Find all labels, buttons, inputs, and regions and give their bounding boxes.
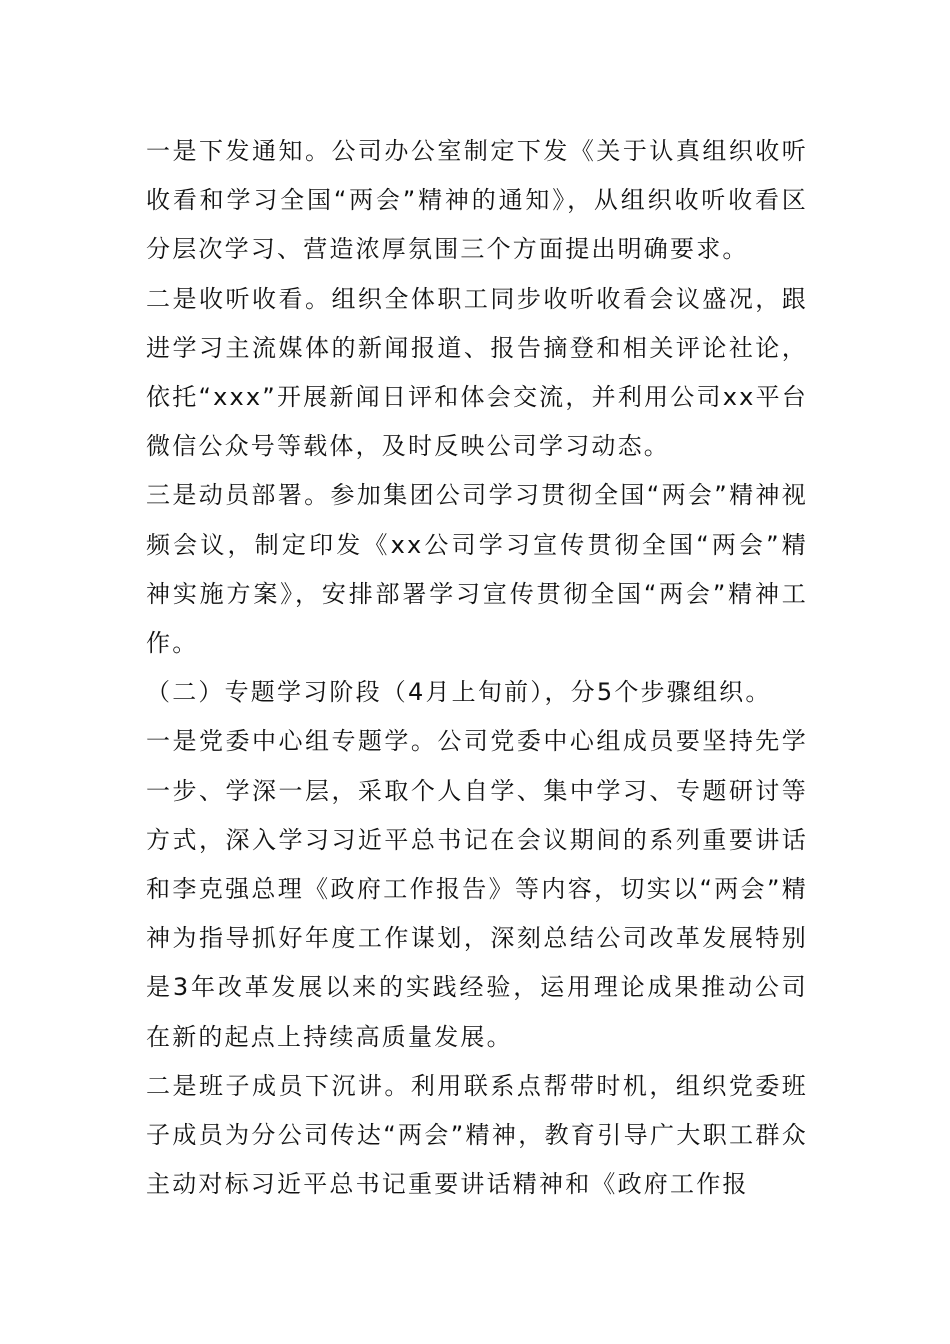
paragraph-party-committee-study: 一是党委中心组专题学。公司党委中心组成员要坚持先学一步、学深一层，采取个人自学、集中学习、专题研讨等方式，深入学习习近平总书记在会议期间的系列重要讲话和李克强总理《政府工作报告》等内容，切实以“两会”精神为指导抓好年度工作谋划，深刻总结公司改革发展特别是3年改革发展以来的实践经验，运用理论成果推动公司在新的起点上持续高质量发展。 — [146, 727, 808, 1051]
paragraph-notice: 一是下发通知。公司办公室制定下发《关于认真组织收听收看和学习全国“两会”精神的通知》，从组织收听收看区分层次学习、营造浓厚氛围三个方面提出明确要求。 — [146, 137, 808, 264]
section-heading-special-study: （二）专题学习阶段（4月上旬前），分5个步骤组织。 — [146, 678, 772, 707]
document-body — [146, 127, 808, 1209]
paragraph-mobilize-deploy: 三是动员部署。参加集团公司学习贯彻全国“两会”精神视频会议，制定印发《xx公司学习宣传贯彻全国“两会”精神实施方案》，安排部署学习宣传贯彻全国“两会”精神工作。 — [146, 481, 808, 658]
paragraph-team-members-lecture: 二是班子成员下沉讲。利用联系点帮带时机，组织党委班子成员为分公司传达“两会”精神，教育引导广大职工群众主动对标习近平总书记重要讲话精神和《政府工作报 — [146, 1071, 808, 1199]
paragraph-listen-watch: 二是收听收看。组织全体职工同步收听收看会议盛况，跟进学习主流媒体的新闻报道、报告摘登和相关评论社论，依托“xxx”开展新闻日评和体会交流，并利用公司xx平台微信公众号等载体，及时反映公司学习动态。 — [146, 284, 808, 461]
